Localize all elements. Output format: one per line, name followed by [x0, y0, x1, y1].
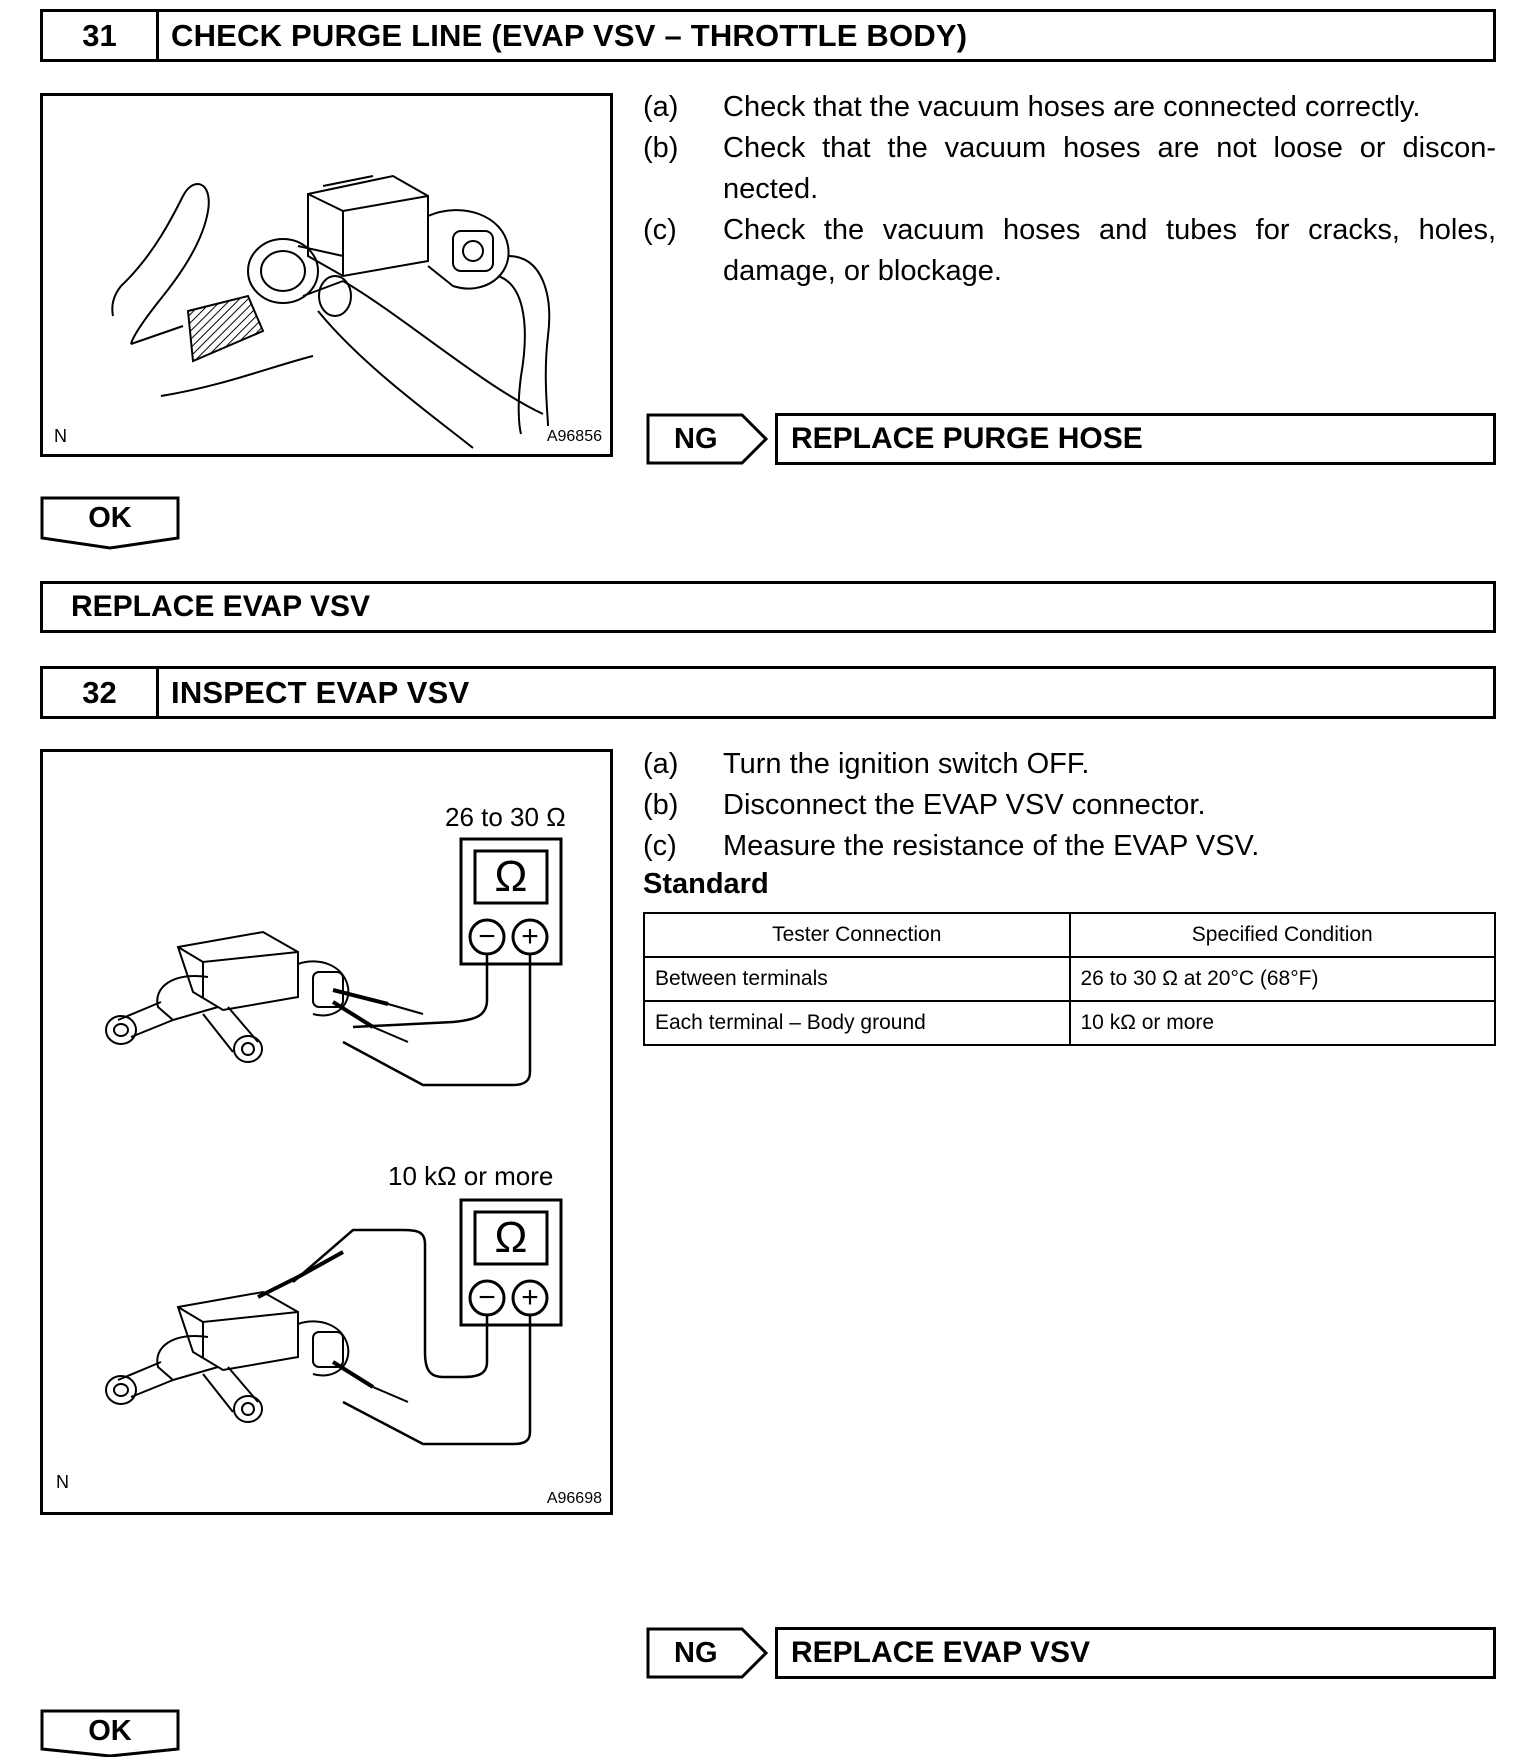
step-c — [643, 826, 1496, 867]
section-31-header — [40, 9, 1496, 62]
spec-table — [643, 912, 1496, 1046]
ng-branch-31 — [646, 413, 1496, 465]
step-text: Turn the ignition switch OFF. — [723, 748, 1090, 780]
step-c — [643, 210, 1496, 292]
ok-action-box: REPLACE EVAP VSV — [40, 581, 1496, 633]
minus-terminal-icon: − — [478, 920, 496, 953]
ok-label: OK — [88, 1715, 132, 1747]
meter-2-label: 10 kΩ or more — [388, 1161, 554, 1191]
column-header: Specified Condition — [1070, 913, 1496, 957]
ng-label: NG — [674, 423, 718, 455]
step-label: (c) — [643, 214, 677, 246]
step-text: Check the vacuum hoses and tubes for cracks, holes, damage, or blockage. — [723, 214, 1496, 287]
table-cell: Each terminal – Body ground — [644, 1001, 1070, 1045]
ng-result-box: REPLACE EVAP VSV — [775, 1627, 1496, 1679]
ok-branch-32 — [40, 1709, 180, 1763]
meter-1-label: 26 to 30 Ω — [445, 802, 566, 832]
step-text: Check that the vacuum hoses are connected correctly. — [723, 91, 1421, 123]
figure-corner-mark: N — [56, 1472, 69, 1492]
minus-terminal-icon: − — [478, 1281, 496, 1314]
ok-branch-31 — [40, 496, 180, 550]
step-label: (a) — [643, 748, 679, 780]
table-row — [644, 1001, 1495, 1045]
table-cell: 10 kΩ or more — [1070, 1001, 1496, 1045]
table-cell: Between terminals — [644, 957, 1070, 1001]
step-label: (b) — [643, 789, 679, 821]
step-text: Disconnect the EVAP VSV connector. — [723, 789, 1206, 821]
ng-branch-32 — [646, 1627, 1496, 1679]
section-31-number: 31 — [43, 12, 159, 59]
table-header-row — [644, 913, 1495, 957]
step-label: (a) — [643, 91, 679, 123]
column-header: Tester Connection — [644, 913, 1070, 957]
step-a — [643, 87, 1496, 128]
figure-corner-mark: N — [54, 426, 67, 446]
figure-code: A96856 — [546, 428, 602, 445]
section-32-title: INSPECT EVAP VSV — [171, 674, 470, 710]
step-b — [643, 785, 1496, 826]
purge-line-figure — [40, 93, 613, 457]
step-text: Measure the resistance of the EVAP VSV. — [723, 830, 1260, 862]
table-cell: 26 to 30 Ω at 20°C (68°F) — [1070, 957, 1496, 1001]
step-label: (b) — [643, 132, 679, 164]
standard-heading: Standard — [643, 868, 769, 900]
ok-label: OK — [88, 502, 132, 534]
section-32-header — [40, 666, 1496, 719]
figure-code: A96698 — [546, 1490, 602, 1507]
step-a — [643, 744, 1496, 785]
step-text: Check that the vacuum hoses are not loose or discon-nected. — [723, 132, 1496, 205]
evap-vsv-figure — [40, 749, 613, 1515]
ng-result-box: REPLACE PURGE HOSE — [775, 413, 1496, 465]
ng-label: NG — [674, 1637, 718, 1669]
plus-terminal-icon: + — [521, 920, 539, 953]
step-label: (c) — [643, 830, 677, 862]
section-31-steps — [643, 87, 1496, 292]
plus-terminal-icon: + — [521, 1281, 539, 1314]
section-32-number: 32 — [43, 669, 159, 716]
section-31-title: CHECK PURGE LINE (EVAP VSV – THROTTLE BODY) — [171, 17, 968, 53]
step-b — [643, 128, 1496, 210]
purge-hose-illustration — [43, 96, 610, 454]
section-32-steps — [643, 744, 1496, 867]
ohm-icon: Ω — [494, 1213, 528, 1262]
table-row — [644, 957, 1495, 1001]
ohm-icon: Ω — [494, 852, 528, 901]
